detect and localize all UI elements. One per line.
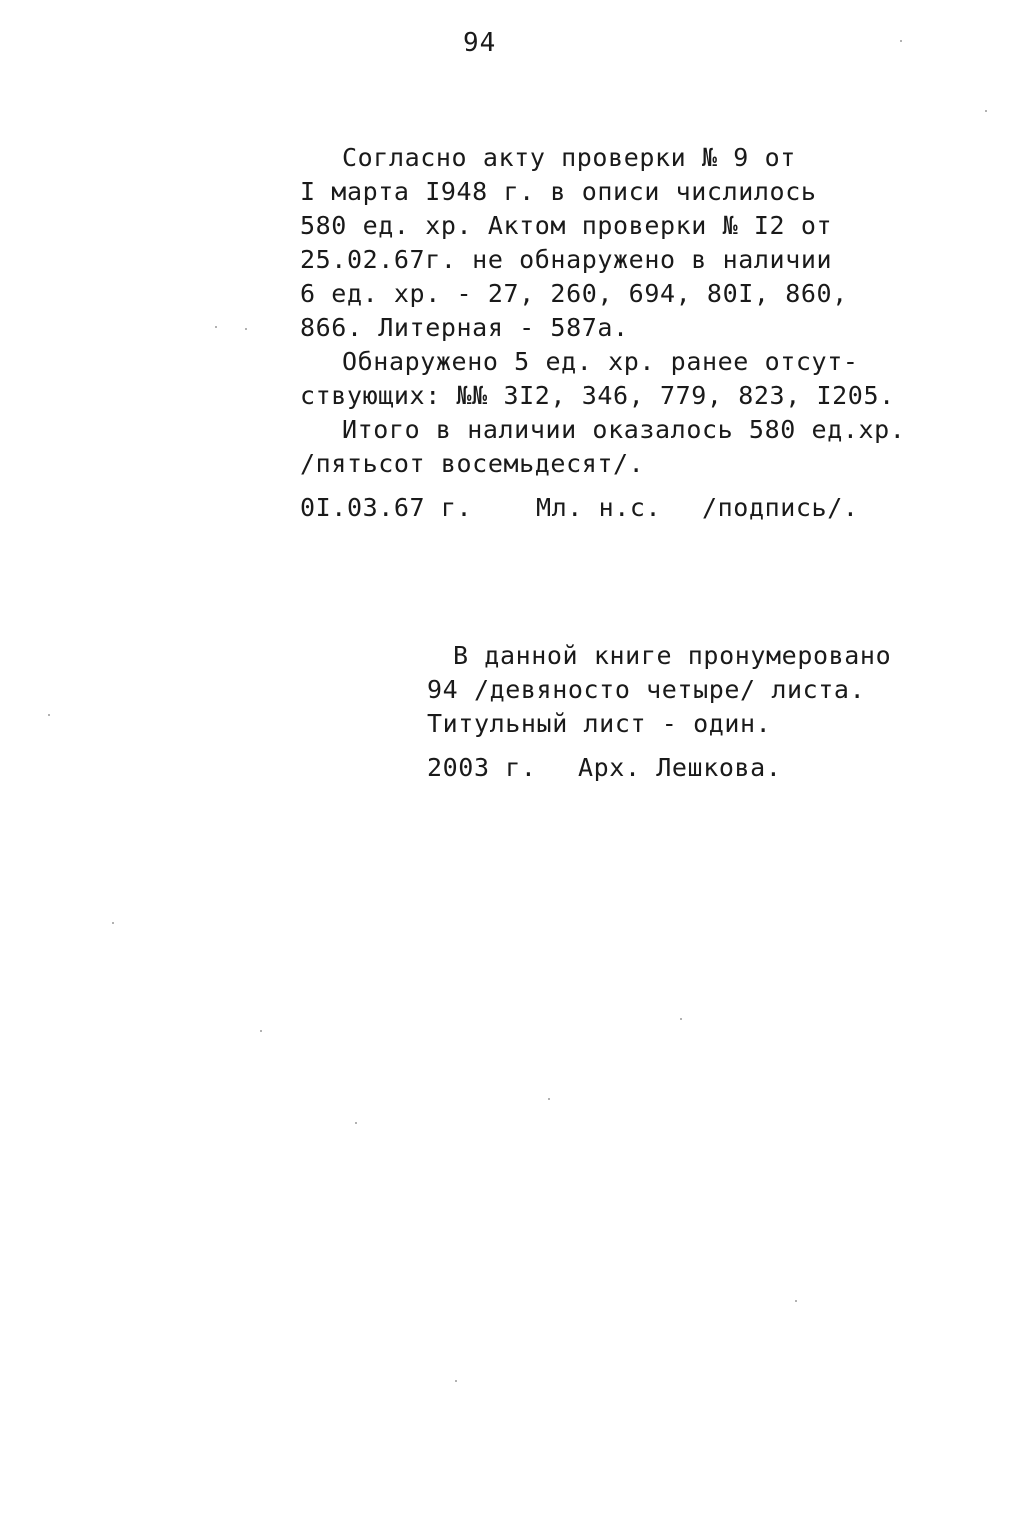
note-position: Мл. н.с. xyxy=(536,493,662,522)
cert-line-1: В данной книге пронумеровано xyxy=(453,641,892,670)
scan-speck xyxy=(455,1380,457,1382)
note-date: 0I.03.67 г. xyxy=(300,493,473,522)
note-line-4: 25.02.67г. не обнаружено в наличии xyxy=(300,245,833,274)
page-number: 94 xyxy=(463,28,497,58)
note-line-8: ствующих: №№ 3I2, 346, 779, 823, I205. xyxy=(300,381,895,410)
scan-speck xyxy=(260,1030,262,1032)
note-line-10: /пятьсот восемьдесят/. xyxy=(300,449,645,478)
note-line-6: 866. Литерная - 587а. xyxy=(300,313,629,342)
scan-speck xyxy=(48,714,50,716)
cert-archivist: Арх. Лешкова. xyxy=(578,753,782,782)
note-line-7: Обнаружено 5 ед. хр. ранее отсут- xyxy=(342,347,859,376)
scan-speck xyxy=(245,328,247,330)
scan-speck xyxy=(215,326,217,328)
note-line-3: 580 ед. хр. Актом проверки № I2 от xyxy=(300,211,833,240)
scan-speck xyxy=(548,1098,550,1100)
cert-year: 2003 г. xyxy=(427,753,537,782)
note-line-5: 6 ед. хр. - 27, 260, 694, 80I, 860, xyxy=(300,279,848,308)
scan-speck xyxy=(985,110,987,112)
scan-speck xyxy=(680,1018,682,1020)
scan-speck xyxy=(795,1300,797,1302)
note-line-9: Итого в наличии оказалось 580 ед.хр. xyxy=(342,415,906,444)
scan-speck xyxy=(900,40,902,42)
cert-line-3: Титульный лист - один. xyxy=(427,709,772,738)
scan-speck xyxy=(355,1122,357,1124)
note-line-2: I марта I948 г. в описи числилось xyxy=(300,177,817,206)
cert-line-2: 94 /девяносто четыре/ листа. xyxy=(427,675,866,704)
note-line-1: Согласно акту проверки № 9 от xyxy=(342,143,796,172)
note-signature: /подпись/. xyxy=(702,493,859,522)
scan-speck xyxy=(112,922,114,924)
